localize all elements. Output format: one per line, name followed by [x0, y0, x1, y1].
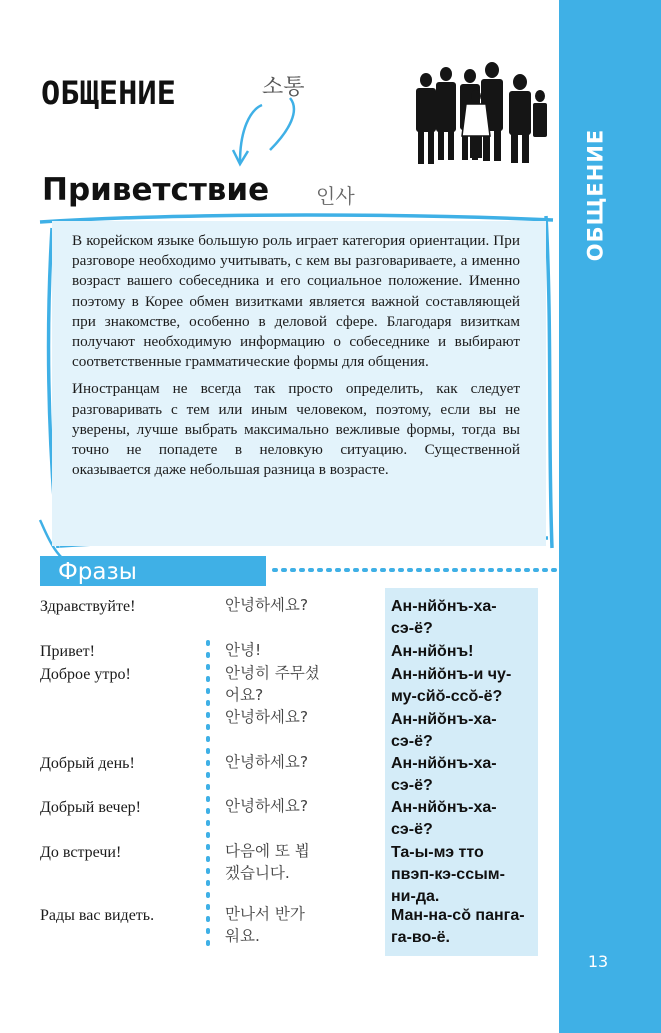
section-title: ОБЩЕНИЕ	[41, 74, 176, 112]
intro-paragraph-1: В корейском языке большую роль играет категория ориентации. При разговоре необходимо учитывать, с кем вы разговариваете, а именно возраст вашего собеседника и его социальное положение. Именно поэтому в Корее обмен визитками является важной составляющей при знакомстве, особенно в деловой сфере. Благодаря визиткам получают необходимую информацию о собеседнике и выбирают соответственные грамматические формы для общения.	[72, 232, 520, 371]
phrase-russian: Привет!	[40, 643, 95, 660]
phrase-transliteration: Ан-нйŏнъ-и чу- му-сйŏ-ссŏ-ё?	[391, 666, 512, 705]
page-heading: Приветствие	[42, 172, 270, 208]
phrase-korean: 안녕하세요?	[225, 596, 309, 614]
people-crowd-illustration	[416, 62, 547, 164]
page-number: 13	[587, 952, 609, 971]
phrase-transliteration: Ан-нйŏнъ-ха- сэ-ё?	[391, 755, 497, 794]
phrase-russian: Здравствуйте!	[40, 598, 136, 615]
phrase-transliteration: Ан-нйŏнъ-ха- сэ-ё?	[391, 598, 497, 637]
phrase-korean: 안녕!	[225, 641, 262, 659]
phrase-russian: Рады вас видеть.	[40, 907, 155, 924]
section-title-korean: 소통	[262, 75, 305, 100]
phrase-korean: 안녕하세요?	[225, 753, 309, 771]
phrase-korean: 다음에 또 뵙 겠습니다.	[225, 842, 310, 882]
phrase-russian: Добрый день!	[40, 755, 135, 772]
phrase-russian: До встречи!	[40, 844, 122, 861]
phrase-korean: 만나서 반가 워요.	[225, 905, 305, 945]
arrow-stroke	[240, 105, 262, 162]
phrase-transliteration: Ан-нйŏнъ-ха- сэ-ё?	[391, 799, 497, 838]
intro-paragraph-2: Иностранцам не всегда так просто определить, как следует разговаривать с тем или иным человеком, поэтому, если вы не уверены, лучше выбрать максимально вежливые формы, тогда вы точно не попадете в неловкую ситуацию. Существенной оказывается даже небольшая разница в возрасте.	[72, 380, 520, 479]
page-heading-korean: 인사	[316, 184, 355, 208]
phrase-transliteration: Ман-на-сŏ панга- га-во-ё.	[391, 907, 525, 946]
phrase-korean: 안녕하세요?	[225, 797, 309, 815]
side-tab-label: ОБЩЕНИЕ	[583, 128, 608, 262]
phrase-russian: Добрый вечер!	[40, 799, 142, 816]
phrase-transliteration: Ан-нйŏнъ!	[391, 643, 474, 660]
phrase-korean: 안녕히 주무셨 어요?	[225, 664, 320, 704]
intro-text	[72, 231, 520, 487]
phrase-russian: Доброе утро!	[40, 666, 131, 683]
curl-stroke	[270, 98, 294, 150]
phrase-korean: 안녕하세요?	[225, 708, 309, 726]
phrases-header-label: Фразы	[58, 559, 137, 585]
frame-right	[546, 216, 552, 548]
phrase-transliteration: Ан-нйŏнъ-ха- сэ-ё?	[391, 711, 497, 750]
phrase-transliteration: Та-ы-мэ тто пвэп-кэ-ссым- ни-да.	[391, 844, 505, 905]
